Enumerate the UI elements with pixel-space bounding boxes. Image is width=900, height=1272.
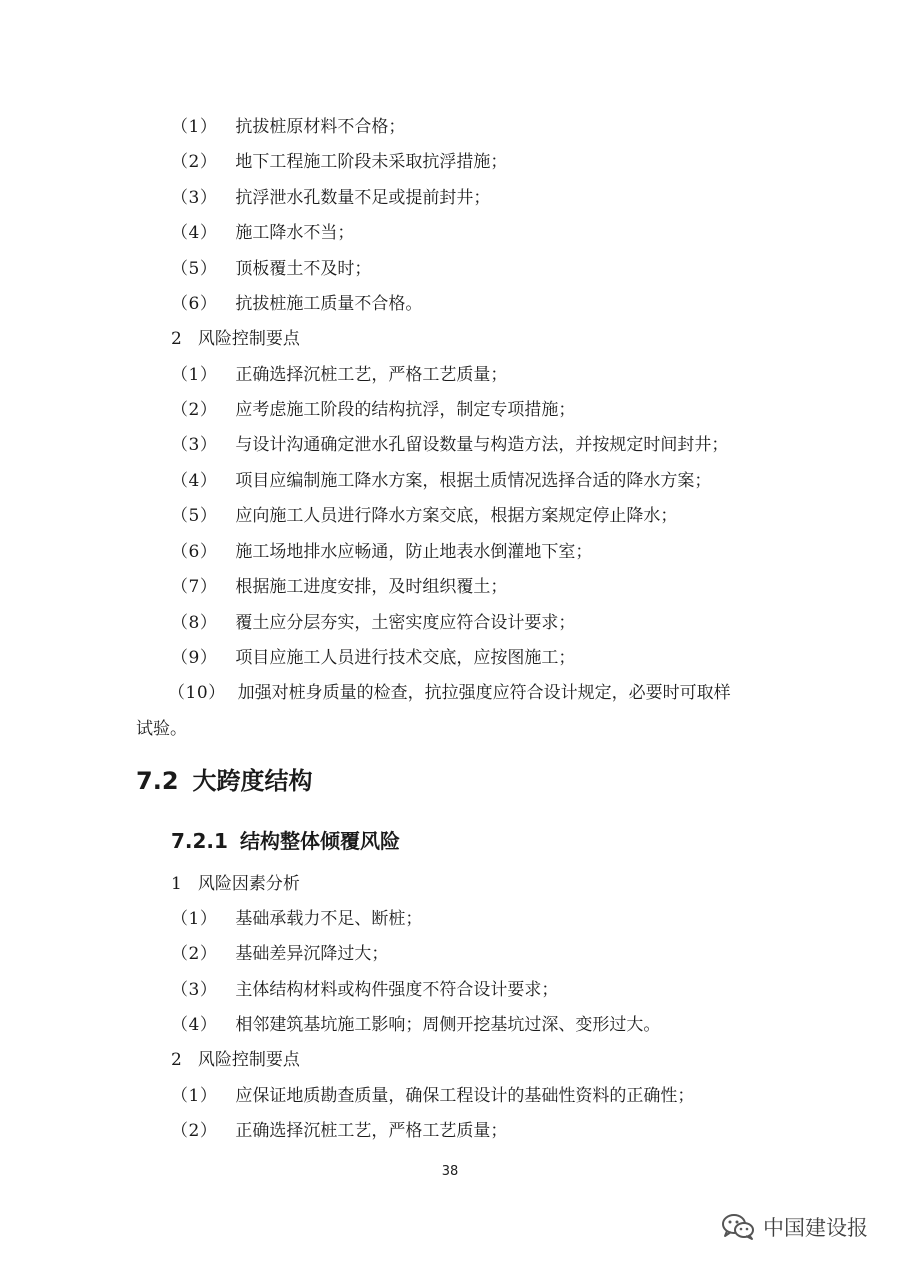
list-item [171, 1085, 694, 1107]
item-number: （4） [171, 223, 218, 243]
list-item [171, 364, 507, 386]
item-number: （10） [168, 683, 226, 703]
item-number: （6） [171, 294, 218, 314]
item-text: 根据施工进度安排，及时组织覆土； [235, 577, 508, 597]
subsection-heading [171, 828, 400, 854]
watermark-text: 中国建设报 [763, 1216, 868, 1240]
list-item [171, 187, 490, 209]
list-item [171, 151, 507, 173]
list-item [171, 647, 575, 669]
list-item [171, 399, 575, 421]
item-text: 施工降水不当； [235, 223, 355, 243]
item-text: 地下工程施工阶段未采取抗浮措施； [235, 152, 508, 172]
list-item [171, 222, 354, 244]
item-number: （4） [171, 1015, 218, 1035]
heading-text: 大跨度结构 [192, 767, 313, 795]
item-number: （2） [171, 400, 218, 420]
list-item [171, 1014, 660, 1036]
item-text: 项目应施工人员进行技术交底，应按图施工； [235, 648, 576, 668]
item-text: 项目应编制施工降水方案，根据土质情况选择合适的降水方案； [235, 471, 712, 491]
list-item [171, 1120, 507, 1142]
section-text: 风险因素分析 [197, 874, 300, 894]
item-text: 顶板覆土不及时； [235, 259, 372, 279]
wechat-icon [721, 1213, 755, 1241]
item-text: 基础差异沉降过大； [235, 944, 389, 964]
item-text: 应保证地质勘查质量，确保工程设计的基础性资料的正确性； [235, 1086, 695, 1106]
item-text: 抗浮泄水孔数量不足或提前封井； [235, 188, 491, 208]
item-text: 相邻建筑基坑施工影响；周侧开挖基坑过深、变形过大。 [235, 1015, 661, 1035]
item-number: （1） [171, 117, 218, 137]
item-text: 正确选择沉桩工艺，严格工艺质量； [235, 1121, 508, 1141]
item-number: （2） [171, 1121, 218, 1141]
watermark [721, 1212, 868, 1242]
item-number: （8） [171, 613, 218, 633]
section-heading [136, 766, 313, 796]
section-number: 2 [171, 1050, 182, 1070]
list-item [171, 576, 507, 598]
page-number: 38 [441, 1164, 459, 1179]
item-number: （2） [171, 944, 218, 964]
item-text: 施工场地排水应畅通，防止地表水倒灌地下室； [235, 542, 593, 562]
item-number: （3） [171, 188, 218, 208]
list-item [171, 258, 371, 280]
list-item [171, 434, 728, 456]
item-number: （4） [171, 471, 218, 491]
item-text: 抗拔桩施工质量不合格。 [235, 294, 423, 314]
heading-text: 结构整体倾覆风险 [239, 829, 400, 853]
item-text: 应向施工人员进行降水方案交底，根据方案规定停止降水； [235, 506, 678, 526]
list-item [171, 908, 422, 930]
heading-number: 7.2 [136, 767, 179, 795]
list-item [171, 612, 575, 634]
list-item-continuation: 试验。 [136, 719, 187, 739]
item-number: （6） [171, 542, 218, 562]
section-text: 风险控制要点 [197, 1050, 300, 1070]
list-item [171, 541, 592, 563]
list-item [171, 293, 422, 315]
item-number: （2） [171, 152, 218, 172]
section-label [171, 328, 300, 350]
section-label [171, 1049, 300, 1071]
item-text: 覆土应分层夯实，土密实度应符合设计要求； [235, 613, 576, 633]
item-text: 抗拔桩原材料不合格； [235, 117, 406, 137]
section-number: 2 [171, 329, 182, 349]
item-number: （1） [171, 1086, 218, 1106]
item-number: （1） [171, 365, 218, 385]
list-item [171, 505, 677, 527]
item-text: 基础承载力不足、断桩； [235, 909, 423, 929]
section-label [171, 873, 300, 895]
item-number: （3） [171, 435, 218, 455]
heading-number: 7.2.1 [171, 829, 228, 853]
item-number: （3） [171, 980, 218, 1000]
item-number: （9） [171, 648, 218, 668]
item-number: （5） [171, 259, 218, 279]
list-item [171, 470, 711, 492]
list-item [171, 116, 405, 138]
item-text: 主体结构材料或构件强度不符合设计要求； [235, 980, 559, 1000]
item-text: 与设计沟通确定泄水孔留设数量与构造方法，并按规定时间封井； [235, 435, 729, 455]
section-number: 1 [171, 874, 182, 894]
item-number: （5） [171, 506, 218, 526]
section-text: 风险控制要点 [197, 329, 300, 349]
item-number: （7） [171, 577, 218, 597]
list-item [171, 943, 388, 965]
item-text: 加强对桩身质量的检查，抗拉强度应符合设计规定，必要时可取样 [237, 683, 731, 703]
item-number: （1） [171, 909, 218, 929]
item-text: 应考虑施工阶段的结构抗浮，制定专项措施； [235, 400, 576, 420]
list-item [168, 682, 731, 704]
list-item [171, 979, 558, 1001]
item-text: 正确选择沉桩工艺，严格工艺质量； [235, 365, 508, 385]
